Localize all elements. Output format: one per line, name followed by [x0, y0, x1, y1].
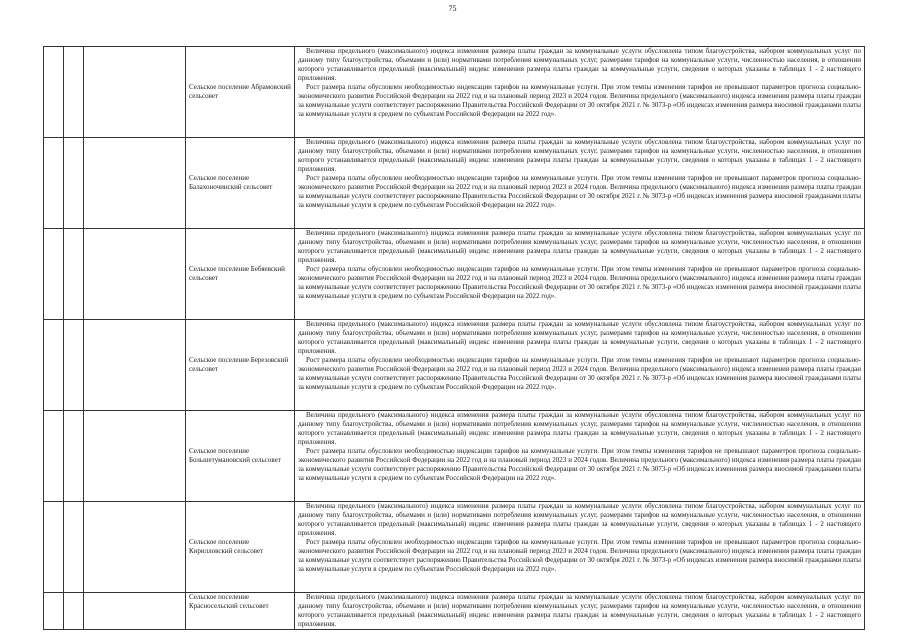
justification-paragraph: Рост размера платы обусловлен необходимостью индексации тарифов на коммунальные услуги. При этом темпы изменения тарифов не превышают параметров прогноза социально-экономического развития Российской Федерации на 2022 год и на плановый период 2023 и 2024 годов. Величина предельного (максимального) индекса изменения размера платы граждан за коммунальные услуги соответствует распоряжению Правительства Российской Федерации от 30 октября 2021 г. № 3073-р «Об индексах изменения размера вносимой гражданами платы за коммунальные услуги в среднем по субъектам Российской Федерации на 2022 год». [298, 83, 861, 118]
justification-paragraph: Величина предельного (максимального) индекса изменения размера платы граждан за коммунальные услуги обусловлена типом благоустройства, набором коммунальных услуг по данному типу благоустройства, объемами и (или) нормативами потребления коммунальных услуг, размерами тарифов на коммунальные услуги, численностью населения, в отношении которого устанавливается предельный (максимальный) индекс изменения размера платы граждан за коммунальные услуги, сведения о которых указаны в таблицах 1 - 2 настоящего приложения. [298, 593, 861, 628]
settlement-name: Сельское поселение Абрамовский сельсовет [186, 47, 295, 138]
empty-cell [64, 229, 84, 320]
empty-cell [44, 229, 64, 320]
empty-cell [44, 593, 64, 630]
empty-cell [44, 502, 64, 593]
empty-cell [44, 320, 64, 411]
empty-cell [64, 593, 84, 630]
table-row [44, 138, 865, 229]
settlement-name: Сельское поселение Бебяевский сельсовет [186, 229, 295, 320]
settlement-name: Сельское поселение Кирилловский сельсовет [186, 502, 295, 593]
justification-cell [295, 229, 865, 320]
justification-paragraph: Рост размера платы обусловлен необходимостью индексации тарифов на коммунальные услуги. При этом темпы изменения тарифов не превышают параметров прогноза социально-экономического развития Российской Федерации на 2022 год и на плановый период 2023 и 2024 годов. Величина предельного (максимального) индекса изменения размера платы граждан за коммунальные услуги соответствует распоряжению Правительства Российской Федерации от 30 октября 2021 г. № 3073-р «Об индексах изменения размера вносимой гражданами платы за коммунальные услуги в среднем по субъектам Российской Федерации на 2022 год». [298, 356, 861, 391]
empty-cell [64, 502, 84, 593]
table-row [44, 411, 865, 502]
justification-paragraph: Величина предельного (максимального) индекса изменения размера платы граждан за коммунальные услуги обусловлена типом благоустройства, набором коммунальных услуг по данному типу благоустройства, объемами и (или) нормативами потребления коммунальных услуг, размерами тарифов на коммунальные услуги, численностью населения, в отношении которого устанавливается предельный (максимальный) индекс изменения размера платы граждан за коммунальные услуги, сведения о которых указаны в таблицах 1 - 2 настоящего приложения. [298, 229, 861, 264]
empty-cell [84, 138, 186, 229]
settlement-name: Сельское поселение Балахоночинский сельсовет [186, 138, 295, 229]
empty-cell [84, 320, 186, 411]
table-row [44, 47, 865, 138]
justification-paragraph: Величина предельного (максимального) индекса изменения размера платы граждан за коммунальные услуги обусловлена типом благоустройства, набором коммунальных услуг по данному типу благоустройства, объемами и (или) нормативами потребления коммунальных услуг, размерами тарифов на коммунальные услуги, численностью населения, в отношении которого устанавливается предельный (максимальный) индекс изменения размера платы граждан за коммунальные услуги, сведения о которых указаны в таблицах 1 - 2 настоящего приложения. [298, 138, 861, 173]
page-number: 75 [448, 4, 457, 13]
justification-cell [295, 411, 865, 502]
empty-cell [64, 320, 84, 411]
justification-cell [295, 47, 865, 138]
empty-cell [84, 411, 186, 502]
justification-paragraph: Рост размера платы обусловлен необходимостью индексации тарифов на коммунальные услуги. При этом темпы изменения тарифов не превышают параметров прогноза социально-экономического развития Российской Федерации на 2022 год и на плановый период 2023 и 2024 годов. Величина предельного (максимального) индекса изменения размера платы граждан за коммунальные услуги соответствует распоряжению Правительства Российской Федерации от 30 октября 2021 г. № 3073-р «Об индексах изменения размера вносимой гражданами платы за коммунальные услуги в среднем по субъектам Российской Федерации на 2022 год». [298, 174, 861, 209]
empty-cell [44, 411, 64, 502]
justification-cell [295, 593, 865, 630]
table-row [44, 593, 865, 630]
empty-cell [84, 502, 186, 593]
table-row [44, 320, 865, 411]
table-row [44, 229, 865, 320]
justification-paragraph: Величина предельного (максимального) индекса изменения размера платы граждан за коммунальные услуги обусловлена типом благоустройства, набором коммунальных услуг по данному типу благоустройства, объемами и (или) нормативами потребления коммунальных услуг, размерами тарифов на коммунальные услуги, численностью населения, в отношении которого устанавливается предельный (максимальный) индекс изменения размера платы граждан за коммунальные услуги, сведения о которых указаны в таблицах 1 - 2 настоящего приложения. [298, 47, 861, 82]
empty-cell [84, 593, 186, 630]
justification-paragraph: Величина предельного (максимального) индекса изменения размера платы граждан за коммунальные услуги обусловлена типом благоустройства, набором коммунальных услуг по данному типу благоустройства, объемами и (или) нормативами потребления коммунальных услуг, размерами тарифов на коммунальные услуги, численностью населения, в отношении которого устанавливается предельный (максимальный) индекс изменения размера платы граждан за коммунальные услуги, сведения о которых указаны в таблицах 1 - 2 настоящего приложения. [298, 411, 861, 446]
justification-paragraph: Рост размера платы обусловлен необходимостью индексации тарифов на коммунальные услуги. При этом темпы изменения тарифов не превышают параметров прогноза социально-экономического развития Российской Федерации на 2022 год и на плановый период 2023 и 2024 годов. Величина предельного (максимального) индекса изменения размера платы граждан за коммунальные услуги соответствует распоряжению Правительства Российской Федерации от 30 октября 2021 г. № 3073-р «Об индексах изменения размера вносимой гражданами платы за коммунальные услуги в среднем по субъектам Российской Федерации на 2022 год». [298, 447, 861, 482]
empty-cell [64, 47, 84, 138]
settlement-name: Сельское поселение Большетумановский сельсовет [186, 411, 295, 502]
indices-table [43, 46, 865, 630]
table-row [44, 502, 865, 593]
empty-cell [84, 229, 186, 320]
justification-paragraph: Рост размера платы обусловлен необходимостью индексации тарифов на коммунальные услуги. При этом темпы изменения тарифов не превышают параметров прогноза социально-экономического развития Российской Федерации на 2022 год и на плановый период 2023 и 2024 годов. Величина предельного (максимального) индекса изменения размера платы граждан за коммунальные услуги соответствует распоряжению Правительства Российской Федерации от 30 октября 2021 г. № 3073-р «Об индексах изменения размера вносимой гражданами платы за коммунальные услуги в среднем по субъектам Российской Федерации на 2022 год». [298, 265, 861, 300]
empty-cell [84, 47, 186, 138]
empty-cell [44, 47, 64, 138]
settlement-name: Сельское поселение Березовский сельсовет [186, 320, 295, 411]
justification-paragraph: Величина предельного (максимального) индекса изменения размера платы граждан за коммунальные услуги обусловлена типом благоустройства, набором коммунальных услуг по данному типу благоустройства, объемами и (или) нормативами потребления коммунальных услуг, размерами тарифов на коммунальные услуги, численностью населения, в отношении которого устанавливается предельный (максимальный) индекс изменения размера платы граждан за коммунальные услуги, сведения о которых указаны в таблицах 1 - 2 настоящего приложения. [298, 502, 861, 537]
justification-cell [295, 320, 865, 411]
settlement-name: Сельское поселение Красносельский сельсовет [186, 593, 295, 630]
empty-cell [44, 138, 64, 229]
empty-cell [64, 138, 84, 229]
justification-cell [295, 138, 865, 229]
empty-cell [64, 411, 84, 502]
justification-paragraph: Рост размера платы обусловлен необходимостью индексации тарифов на коммунальные услуги. При этом темпы изменения тарифов не превышают параметров прогноза социально-экономического развития Российской Федерации на 2022 год и на плановый период 2023 и 2024 годов. Величина предельного (максимального) индекса изменения размера платы граждан за коммунальные услуги соответствует распоряжению Правительства Российской Федерации от 30 октября 2021 г. № 3073-р «Об индексах изменения размера вносимой гражданами платы за коммунальные услуги в среднем по субъектам Российской Федерации на 2022 год». [298, 538, 861, 573]
justification-cell [295, 502, 865, 593]
justification-paragraph: Величина предельного (максимального) индекса изменения размера платы граждан за коммунальные услуги обусловлена типом благоустройства, набором коммунальных услуг по данному типу благоустройства, объемами и (или) нормативами потребления коммунальных услуг, размерами тарифов на коммунальные услуги, численностью населения, в отношении которого устанавливается предельный (максимальный) индекс изменения размера платы граждан за коммунальные услуги, сведения о которых указаны в таблицах 1 - 2 настоящего приложения. [298, 320, 861, 355]
